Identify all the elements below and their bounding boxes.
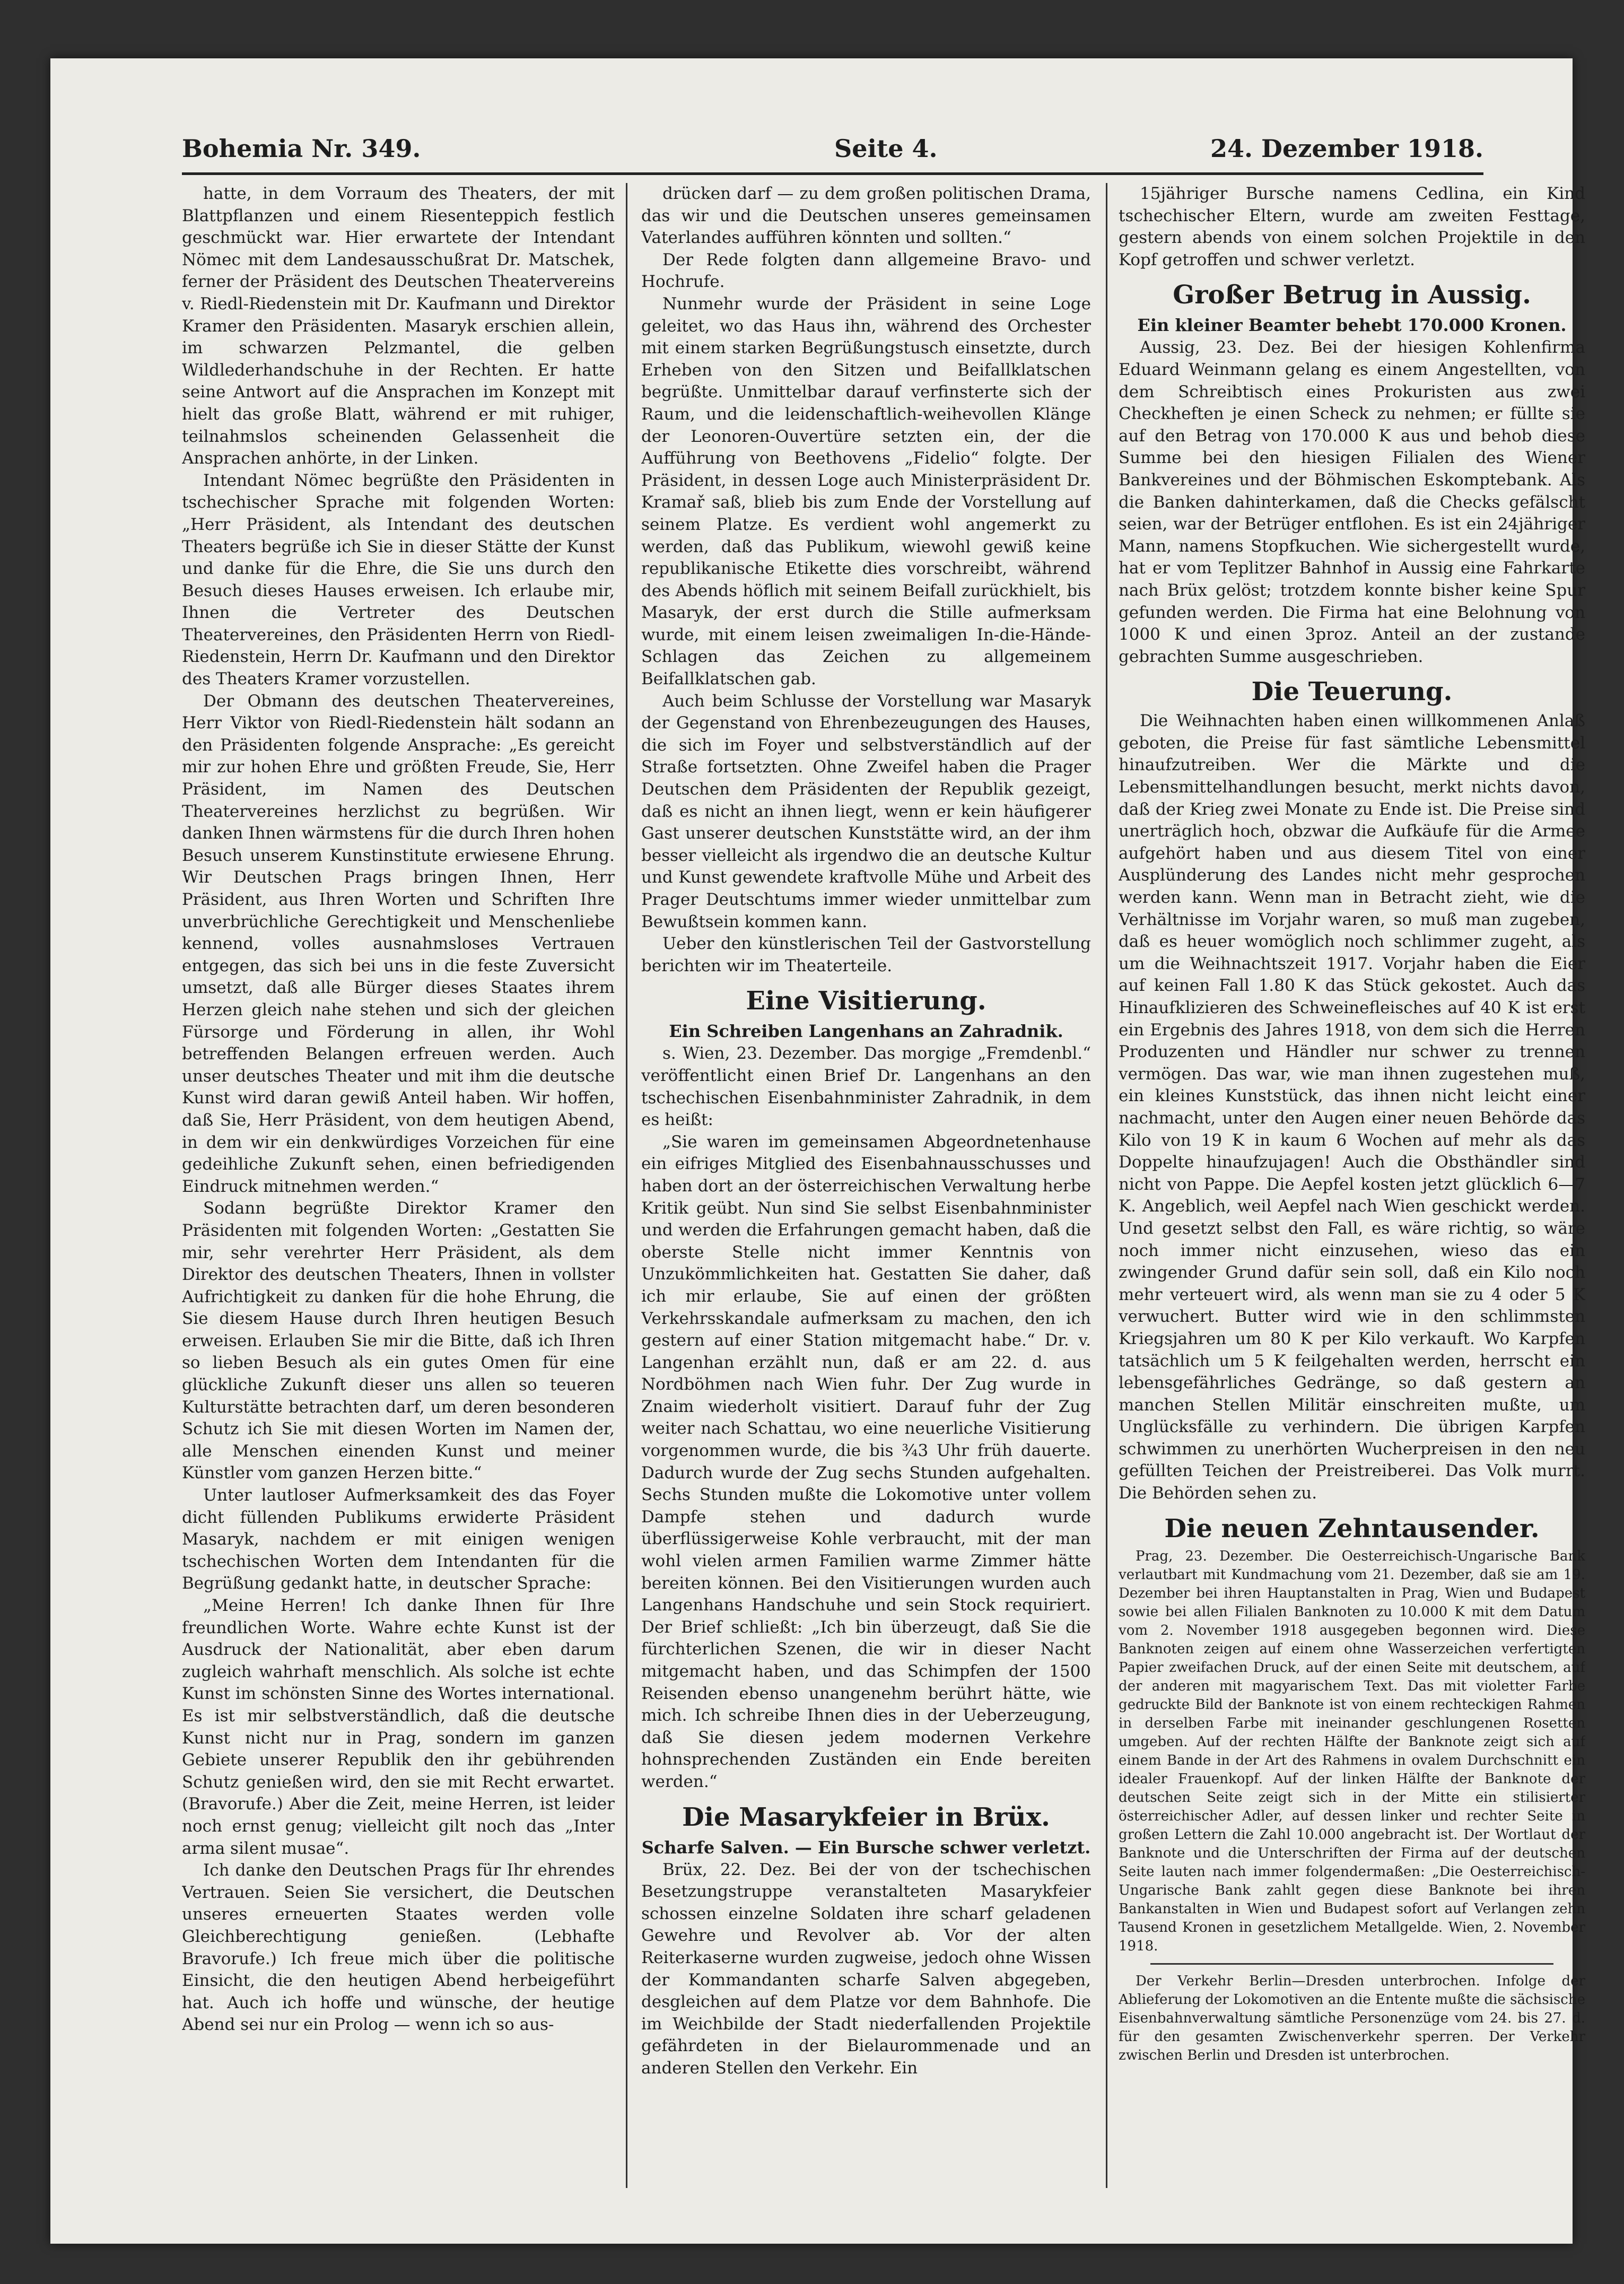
small-print-block xyxy=(1119,1972,1585,2065)
article-heading: Eine Visitierung. xyxy=(746,986,986,1016)
paragraph: drücken darf — zu dem großen politischen Drama, das wir und die Deutschen unseres gemeinsamen Vaterlandes aufführen könnten und sollten.“ xyxy=(641,184,1091,248)
paragraph: Der Rede folgten dann allgemeine Bravo- und Hochrufe. xyxy=(641,250,1091,292)
article-heading: Die Teuerung. xyxy=(1251,677,1453,707)
section-divider xyxy=(1150,1963,1553,1965)
paragraph: Prag, 23. Dezember. Die Oesterreichisch-Ungarische Bank verlautbart mit Kundmachung vom 21. Dezember, daß sie am 19. Dezember bei ihren Hauptanstalten in Prag, Wien und Budapest sowie bei allen Filialen Banknoten zu 10.000 K mit dem Datum vom 2. November 1918 ausgegeben begonnen wird. Diese Banknoten zeigen auf einem ohne Wasserzeichen verfertigten Papier zweifachen Druck, auf der einen Seite mit deutschem, auf der anderen mit magyarischem Text. Das mit violetter Farbe gedruckte Bild der Banknote ist von einem rechteckigen Rahmen in derselben Farbe mit ineinander geschlungenen Rosetten umgeben. Auf der rechten Hälfte der Banknote zeigt sich auf einem Bande in der Art des Rahmens in ovalem Durchschnitt ein idealer Frauenkopf. Auf der linken Hälfte der Banknote der deutschen Seite zeigt sich in der Mitte ein stilisierter österreichischer Adler, auf dessen linker und rechter Seite in großen Lettern die Zahl 10.000 angebracht ist. Der Wortlaut der Banknote und die Unterschriften der Firma auf der deutschen Seite lauten nach immer folgendermaßen: „Die Oesterreichisch-Ungarische Bank zahlt gegen diese Banknote bei ihren Bankanstalten in Wien und Budapest sofort auf Verlangen zehn Tausend Kronen in gesetzlichem Metallgelde. Wien, 2. November 1918. xyxy=(1119,1548,1585,1954)
article-heading: Die Masarykfeier in Brüx. xyxy=(682,1802,1050,1832)
article-heading: Die neuen Zehntausender. xyxy=(1164,1513,1540,1544)
column-1 xyxy=(182,183,615,2188)
paragraph: Der Obmann des deutschen Theatervereines, Herr Viktor von Riedl-Riedenstein hält sodann an den Präsidenten folgende Ansprache: „Es gereicht mir zur hohen Ehre und größten Freude, Sie, Herr Präsident, im Namen des Deutschen Theatervereines herzlichst zu begrüßen. Wir danken Ihnen wärmstens für die durch Ihren hohen Besuch unserem Kunstinstitute erwiesene Ehrung. Wir Deutschen Prags bringen Ihnen, Herr Präsident, aus Ihren Worten und Schriften Ihre unverbrüchliche Gerechtigkeit und Menschenliebe kennend, volles ausnahmsloses Vertrauen entgegen, das sich bei uns in die feste Zuversicht umsetzt, daß alle Bürger dieses Staates ihrem Herzen gleich nahe stehen und sich der gleichen Fürsorge und Förderung in allen, ihr Wohl betreffenden Belangen erfreuen werden. Auch unser deutsches Theater und mit ihm die deutsche Kunst wird daran gewiß Anteil haben. Wir hoffen, daß Sie, Herr Präsident, von dem heutigen Abend, in dem wir ein denkwürdiges Vorzeichen für eine gedeihliche Zukunft sehen, einen befriedigenden Eindruck mitnehmen werden.“ xyxy=(182,691,615,1196)
article-subheading: Ein kleiner Beamter behebt 170.000 Kronen. xyxy=(1137,315,1567,336)
paragraph: „Sie waren im gemeinsamen Abgeordnetenhause ein eifriges Mitglied des Eisenbahnausschusses und haben dort an der österreichischen Verwaltung herbe Kritik geübt. Nun sind Sie selbst Eisenbahnminister und werden die Erfahrungen gemacht haben, daß die oberste Stelle nicht immer Kenntnis von Unzukömmlichkeiten hat. Gestatten Sie daher, daß ich mir erlaube, Sie auf einen der größten Verkehrsskandale aufmerksam zu machen, den ich gestern auf einer Station mitgemacht habe.“ Dr. v. Langenhan erzählt nun, daß er am 22. d. aus Nordböhmen nach Wien fuhr. Der Zug wurde in Znaim wiederholt visitiert. Darauf fuhr der Zug weiter nach Schattau, wo eine neuerliche Visitierung vorgenommen wurde, die bis ¾3 Uhr früh dauerte. Dadurch wurde der Zug sechs Stunden aufgehalten. Sechs Stunden mußte die Lokomotive unter vollem Dampfe stehen und dadurch wurde überflüssigerweise Kohle verbraucht, mit der man wohl vielen armen Familien warme Zimmer hätte bereiten können. Bei den Visitierungen wurden auch Langenhans Handschuhe und sein Stock requiriert. Der Brief schließt: „Ich bin überzeugt, daß Sie die fürchterlichen Szenen, die wir in dieser Nacht mitgemacht haben, und das Schimpfen der 1500 Reisenden ebenso unangenehm berührt hätte, wie mich. Ich schreibe Ihnen dies in der Ueberzeugung, daß Sie diesen jedem modernen Verkehre hohnsprechenden Zuständen ein Ende bereiten werden.“ xyxy=(641,1132,1091,1791)
paragraph: Der Verkehr Berlin—Dresden unterbrochen. Infolge der Ablieferung der Lokomotiven an die Entente mußte die sächsische Eisenbahnverwaltung sämtliche Personenzüge vom 24. bis 27. d. für den gesamten Zwischenverkehr sperren. Der Verkehr zwischen Berlin und Dresden ist unterbrochen. xyxy=(1119,1973,1585,2063)
small-print-block xyxy=(1119,1547,1585,1956)
header-publication: Bohemia Nr. 349. xyxy=(182,134,421,163)
paragraph: s. Wien, 23. Dezember. Das morgige „Fremdenbl.“ veröffentlicht einen Brief Dr. Langenhans an den tschechischen Eisenbahnminister Zahradnik, in dem es heißt: xyxy=(641,1044,1091,1130)
page-header xyxy=(182,130,1483,175)
column-divider xyxy=(1106,183,1107,2188)
column-3 xyxy=(1119,183,1585,2188)
paragraph: Ich danke den Deutschen Prags für Ihr ehrendes Vertrauen. Seien Sie versichert, die Deutschen unseres erneuerten Staates werden volle Gleichberechtigung genießen. (Lebhafte Bravorufe.) Ich freue mich über die politische Einsicht, die den heutigen Abend herbeigeführt hat. Auch ich hoffe und wünsche, der heutige Abend sei nur ein Prolog — wenn ich so aus- xyxy=(182,1861,615,2035)
article-subheading: Scharfe Salven. — Ein Bursche schwer verletzt. xyxy=(641,1837,1091,1858)
paragraph: Auch beim Schlusse der Vorstellung war Masaryk der Gegenstand von Ehrenbezeugungen des Hauses, die sich im Foyer und selbstverständlich auf der Straße fortsetzten. Ohne Zweifel haben die Prager Deutschen dem Präsidenten der Republik gezeigt, daß es nicht an ihnen liegt, wenn er kein häufigerer Gast unserer deutschen Kunststätte wird, an der ihm besser vielleicht als irgendwo die an deutsche Kultur und Kunst gewendete kraftvolle Mühe und Arbeit des Prager Deutschtums immer wieder unmittelbar zum Bewußtsein kommen kann. xyxy=(641,691,1091,931)
paragraph: hatte, in dem Vorraum des Theaters, der mit Blattpflanzen und einem Riesenteppich festlich geschmückt war. Hier erwartete der Intendant Nömec mit dem Landesausschußrat Dr. Matschek, ferner der Präsident des Deutschen Theatervereins v. Riedl-Riedenstein mit Dr. Kaufmann und Direktor Kramer den Präsidenten. Masaryk erschien allein, im schwarzen Pelzmantel, die gelben Wildlederhandschuhe in der Rechten. Er hatte seine Antwort auf die Ansprachen im Konzept mit hielt das große Blatt, während er mit ruhiger, teilnahmslos scheinenden Gelassenheit die Ansprachen anhörte, in der Linken. xyxy=(182,184,615,468)
paragraph: 15jähriger Bursche namens Cedlina, ein Kind tschechischer Eltern, wurde am zweiten Festtage, gestern abends von einem solchen Projektile in den Kopf getroffen und schwer verletzt. xyxy=(1119,184,1585,269)
paragraph: „Meine Herren! Ich danke Ihnen für Ihre freundlichen Worte. Wahre echte Kunst ist der Ausdruck der Nationalität, aber eben darum zugleich wahrhaft menschlich. Als solche ist echte Kunst im schönsten Sinne des Wortes international. Es ist mir selbstverständlich, daß die deutsche Kunst nicht nur in Prag, sondern im ganzen Gebiete unserer Republik den ihr gebührenden Schutz genießen wird, den sie mit Recht erwartet. (Bravorufe.) Aber die Zeit, meine Herren, ist leider noch ernst genug; vielleicht gilt noch das „Inter arma silent musae“. xyxy=(182,1596,615,1858)
newspaper-page xyxy=(50,58,1585,2244)
paragraph: Nunmehr wurde der Präsident in seine Loge geleitet, wo das Haus ihn, während des Orchester mit einem starken Begrüßungstusch einsetzte, durch Erheben von den Sitzen und Beifallklatschen begrüßte. Unmittelbar darauf verfinsterte sich der Raum, und die leidenschaftlich-weihevollen Klänge der Leonoren-Ouvertüre setzten ein, der die Aufführung von Beethovens „Fidelio“ folgte. Der Präsident, in dessen Loge auch Ministerpräsident Dr. Kramař saß, blieb bis zum Ende der Vorstellung auf seinem Platze. Es verdient wohl angemerkt zu werden, daß das Publikum, wiewohl gewiß keine republikanische Etikette dies vorschreibt, während des Abends höflich mit seinem Beifall zurückhielt, bis Masaryk, der erst durch die Stille aufmerksam wurde, mit einem leisen zweimaligen In-die-Hände-Schlagen das Zeichen zu allgemeinem Beifallklatschen gab. xyxy=(641,294,1091,689)
column-2 xyxy=(641,183,1091,2188)
paragraph: Sodann begrüßte Direktor Kramer den Präsidenten mit folgenden Worten: „Gestatten Sie mir, sehr verehrter Herr Präsident, als dem Direktor des deutschen Theaters, Ihnen in vollster Aufrichtigkeit zu danken für die hohe Ehrung, die Sie diesem Hause durch Ihren heutigen Besuch erweisen. Erlauben Sie mir die Bitte, daß ich Ihren so lieben Besuch als ein gutes Omen für eine glückliche Zukunft dieser uns allen so teueren Kulturstätte betrachten darf, um deren besonderen Schutz ich Sie mit diesen Worten im Namen der, alle Menschen einenden Kunst und meiner Künstler vom ganzen Herzen bitte.“ xyxy=(182,1199,615,1483)
paragraph: Die Weihnachten haben einen willkommenen Anlaß geboten, die Preise für fast sämtliche Lebensmittel hinaufzutreiben. Wer die Märkte und die Lebensmittelhandlungen besucht, merkt nichts davon, daß der Krieg zwei Monate zu Ende ist. Die Preise sind unerträglich hoch, obzwar die Aufkäufe für die Armee aufgehört haben und aus diesem Titel von einer Ausplünderung des Landes nicht mehr gesprochen werden kann. Wenn man in Betracht zieht, wie die Verhältnisse im Vorjahr waren, so muß man zugeben, daß es heuer womöglich noch schlimmer zugeht, als um die Weihnachtszeit 1917. Vorjahr haben die Eier auf keinen Fall 1.80 K das Stück gekostet. Auch das Hinaufklizieren des Schweinefleisches auf 40 K ist erst ein Ergebnis des Jahres 1918, von dem sich die Herren Produzenten und Händler nur schwer zu trennen vermögen. Das war, wie man ihnen zugestehen muß, ein kleines Kunststück, das ihnen nicht leicht einer nachmacht, unter den Augen einer neuen Behörde das Kilo von 19 K in kaum 6 Wochen auf mehr als das Doppelte hinaufzujagen! Auch die Obsthändler sind nicht von Pappe. Die Aepfel kosten jetzt glücklich 6—7 K. Angeblich, weil Aepfel nach Wien geschickt werden. Und gesetzt selbst den Fall, es wäre richtig, so wäre noch immer nicht einzusehen, wieso das ein zwingender Grund dafür sein soll, daß ein Kilo noch mehr verteuert wird, als wenn man sie zu 4 oder 5 K verwuchert. Butter wird wie in den schlimmsten Kriegsjahren um 80 K per Kilo verkauft. Wo Karpfen tatsächlich um 5 K feilgehalten werden, herrscht ein lebensgefährliches Gedränge, so daß gestern an manchen Stellen Militär einschreiten mußte, um Unglücksfälle zu verhindern. Die übrigen Karpfen schwimmen zu unerhörten Wucherpreisen in den neu gefüllten Teichen der Preistreiberei. Das Volk murrt. Die Behörden sehen zu. xyxy=(1119,711,1585,1503)
column-divider xyxy=(626,183,627,2188)
header-page-number: Seite 4. xyxy=(834,134,938,163)
paragraph: Ueber den künstlerischen Teil der Gastvorstellung berichten wir im Theaterteile. xyxy=(641,934,1091,975)
paragraph: Aussig, 23. Dez. Bei der hiesigen Kohlenfirma Eduard Weinmann gelang es einem Angestellten, von dem Schreibtisch eines Prokuristen aus zwei Checkheften je einen Scheck zu nehmen; er füllte sie auf den Betrag von 170.000 K aus und behob diese Summe bei den hiesigen Filialen des Wiener Bankvereines und der Böhmischen Eskomptebank. Als die Banken dahinterkamen, daß die Checks gefälscht seien, war der Betrüger entflohen. Es ist ein 24jähriger Mann, namens Stopfkuchen. Wie sichergestellt wurde, hat er vom Teplitzer Bahnhof in Aussig eine Fahrkarte nach Brüx gelöst; trotzdem konnte bisher keine Spur gefunden werden. Die Firma hat eine Belohnung von 1000 K und einen 3proz. Anteil an der zustande gebrachten Summe ausgeschrieben. xyxy=(1119,338,1585,666)
article-subheading: Ein Schreiben Langenhans an Zahradnik. xyxy=(669,1021,1063,1042)
paragraph: Intendant Nömec begrüßte den Präsidenten in tschechischer Sprache mit folgenden Worten: „Herr Präsident, als Intendant des deutschen Theaters begrüße ich Sie in dieser Stätte der Kunst und danke für die Ehre, die Sie uns durch den Besuch dieses Hauses erweisen. Ich erlaube mir, Ihnen die Vertreter des Deutschen Theatervereines, den Präsidenten Herrn von Riedl-Riedenstein, Herrn Dr. Kaufmann und den Direktor des Theaters Kramer vorzustellen. xyxy=(182,470,615,689)
article-heading: Großer Betrug in Aussig. xyxy=(1173,280,1531,310)
paragraph: Brüx, 22. Dez. Bei der von der tschechischen Besetzungstruppe veranstalteten Masarykfeier schossen einzelne Soldaten ihre scharf geladenen Gewehre und Revolver ab. Vor der alten Reiterkaserne wurden zugweise, jedoch ohne Wissen der Kommandanten scharfe Salven abgegeben, desgleichen auf dem Platze vor dem Bahnhofe. Die im Weichbilde der Stadt niederfallenden Projektile gefährdeten in der Bielaurommenade und an anderen Stellen den Verkehr. Ein xyxy=(641,1860,1091,2078)
paragraph: Unter lautloser Aufmerksamkeit des das Foyer dicht füllenden Publikums erwiderte Präsident Masaryk, nachdem er mit einigen wenigen tschechischen Worten dem Intendanten für die Begrüßung gedankt hatte, in deutscher Sprache: xyxy=(182,1486,615,1593)
header-date: 24. Dezember 1918. xyxy=(1210,134,1483,163)
